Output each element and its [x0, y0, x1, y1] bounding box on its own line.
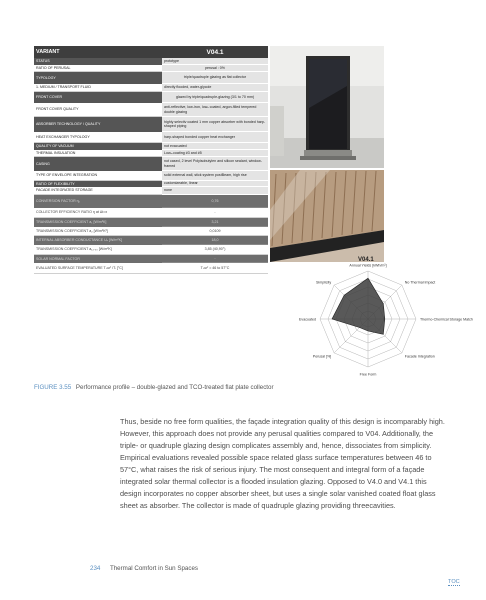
row-value: none	[162, 187, 268, 195]
row-value: triple/quadruple glazing as flat collector	[162, 72, 268, 84]
row-value: not cased, 2 level Polyisobutylen and silicon sealant, window-framed	[162, 157, 268, 171]
row-label: RATIO OF PERUSAL	[34, 65, 162, 72]
performance-row	[34, 236, 268, 245]
variant-table-row	[34, 143, 268, 150]
row-label: FRONT COVER	[34, 92, 162, 103]
variant-table-row	[34, 157, 268, 171]
row-value: anti-reflective, low-iron, lowₑ coated, argon-filled tempered double glazing	[162, 103, 268, 117]
row-label: TYPE OF ENVELOPE INTEGRATION	[34, 171, 162, 181]
row-label: FRONT COVER QUALITY	[34, 103, 162, 117]
radar-axis-label: Perusal [%]	[312, 354, 332, 359]
radar-title: V04.1	[358, 257, 374, 263]
variant-table-row	[34, 150, 268, 157]
performance-value: -	[162, 255, 268, 263]
performance-value: 0,0109	[162, 227, 268, 236]
radar-axis-label: Evacuated	[299, 317, 316, 322]
performance-value: 0,76	[162, 195, 268, 208]
row-value: Lowₑ-coating #3 and #5	[162, 150, 268, 157]
performance-value: 3,21	[162, 218, 268, 227]
row-value: harp-shaped bonded copper heat exchanger	[162, 132, 268, 143]
row-value: directly flooded, water-glycole	[162, 84, 268, 92]
row-label: ABSORBER TECHNOLOGY / QUALITY	[34, 117, 162, 132]
performance-value: 18,0	[162, 236, 268, 245]
performance-row	[34, 255, 268, 263]
performance-label: SOLAR NORMAL FACTOR	[34, 255, 162, 263]
row-value: solid external wall, stick system postBeam, high rise	[162, 171, 268, 181]
variant-table-row	[34, 132, 268, 143]
radar-axis-label: Thermo-Chemical Storage Match	[420, 317, 473, 322]
variant-table-row	[34, 92, 268, 103]
figure-number: FIGURE 3.55	[34, 384, 72, 391]
performance-label: COLLECTOR EFFICIENCY RATIO η at Δt=x	[34, 208, 162, 218]
radar-axis-label: Annual Yields [kWh/m²]	[349, 263, 387, 268]
figure-caption-text: Performance profile – double-glazed and TCO-treated flat plate collector	[75, 384, 274, 391]
performance-row	[34, 245, 268, 255]
performance-value: Tₛurᶠ = 46 to 57°C	[162, 263, 268, 274]
radar-axis-label: Facade Integration	[404, 354, 435, 359]
variant-label: VARIANT	[36, 49, 60, 55]
collector-detail-photo	[270, 170, 384, 262]
performance-radar-chart	[270, 256, 473, 377]
variant-id: V04.1	[206, 48, 224, 56]
row-label: RATIO OF FLEXIBILITY	[34, 181, 162, 187]
running-title: Thermal Comfort in Sun Spaces	[109, 565, 198, 572]
page-footer	[90, 565, 198, 572]
performance-label: TRANSMISSION COEFFICIENT a₂ [W/m²K²]	[34, 227, 162, 236]
performance-row	[34, 208, 268, 218]
row-label: 1. MEDIUM / TRANSPORT FLUID	[34, 84, 162, 92]
performance-value: 3,85 (40,90°)	[162, 245, 268, 255]
performance-label: TRANSMISSION COEFFICIENT a₁₂.₃₀ [W/m²K]	[34, 245, 162, 255]
performance-table-rows	[34, 195, 268, 274]
radar-value-polygon	[332, 278, 385, 334]
row-value: not evacuated	[162, 143, 268, 150]
row-label: QUALITY OF VACUUM	[34, 143, 162, 150]
toc-link[interactable]: TOC	[448, 579, 460, 585]
variant-table	[34, 46, 268, 274]
performance-row	[34, 218, 268, 227]
performance-label: CONVERSION FACTOR η₀	[34, 195, 162, 208]
variant-table-rows	[34, 58, 268, 195]
performance-label: TRANSMISSION COEFFICIENT a₁ [W/m²K]	[34, 218, 162, 227]
row-label: FACADE INTEGRATED STORAGE	[34, 187, 162, 195]
row-value: glazed by triple/quadruple-glazing (3/1 to 70 mm)	[162, 92, 268, 103]
variant-table-row	[34, 65, 268, 72]
row-value: highly selectiv coated 1 mm copper absorber with bonded harp-shaped piping	[162, 117, 268, 132]
radar-axis-label: No Thermal Impact	[404, 280, 436, 285]
variant-table-row	[34, 58, 268, 65]
row-label: CASING	[34, 157, 162, 171]
prototype-photo	[270, 46, 384, 168]
row-value: perusal : 0%	[162, 65, 268, 72]
variant-table-row	[34, 103, 268, 117]
performance-label: EVALUATED SURFACE TEMPERATURE Tₛurᶠ /Tᵢ [°C]	[34, 263, 162, 274]
row-label: TYPOLOGY	[34, 72, 162, 84]
radar-axis-label: Free Form	[359, 372, 377, 377]
performance-value: -	[162, 208, 268, 218]
radar-axis-label: Simplicity	[316, 280, 332, 285]
performance-row	[34, 195, 268, 208]
performance-row	[34, 227, 268, 236]
page-number: 234	[90, 565, 101, 572]
row-label: HEAT EXCHANGER TYPOLOGY	[34, 132, 162, 143]
variant-table-row	[34, 171, 268, 181]
variant-table-row	[34, 72, 268, 84]
performance-row	[34, 263, 268, 274]
row-label: STATUS	[34, 58, 162, 65]
row-value: customizeable, linear	[162, 181, 268, 187]
variant-table-row	[34, 187, 268, 195]
performance-label: INTERNAL ABSORBER CONDUCTANCE Uₐ [W/m²K]	[34, 236, 162, 245]
body-paragraph: Thus, beside no free form qualities, the façade integration quality of this design is incomparably high. However, this approach does not provide any perusal qualities compared to V04. Additionally, the triple- or quadruple glazing design complicates assembly and, hence, dissociates from simplicity. Empirical evaluations revealed possible space related glass surface temperatures between 46 to 57°C, what raises the risk of serious injury. The most consequent and integral form of a façade integrated solar thermal collector is a flooded insulation glazing. Opposed to V4.0 and V4.1 this design incorporates no copper absorber sheet, but uses a single solar vanished coated float glass sheet as absorber. The collector is made of quadruple glazing providing threecavities.	[120, 417, 445, 511]
variant-table-row	[34, 117, 268, 132]
row-value: prototype	[162, 58, 268, 65]
figure-caption	[34, 384, 274, 391]
variant-table-row	[34, 84, 268, 92]
variant-table-header	[34, 46, 268, 58]
row-label: THERMAL INSULATION	[34, 150, 162, 157]
